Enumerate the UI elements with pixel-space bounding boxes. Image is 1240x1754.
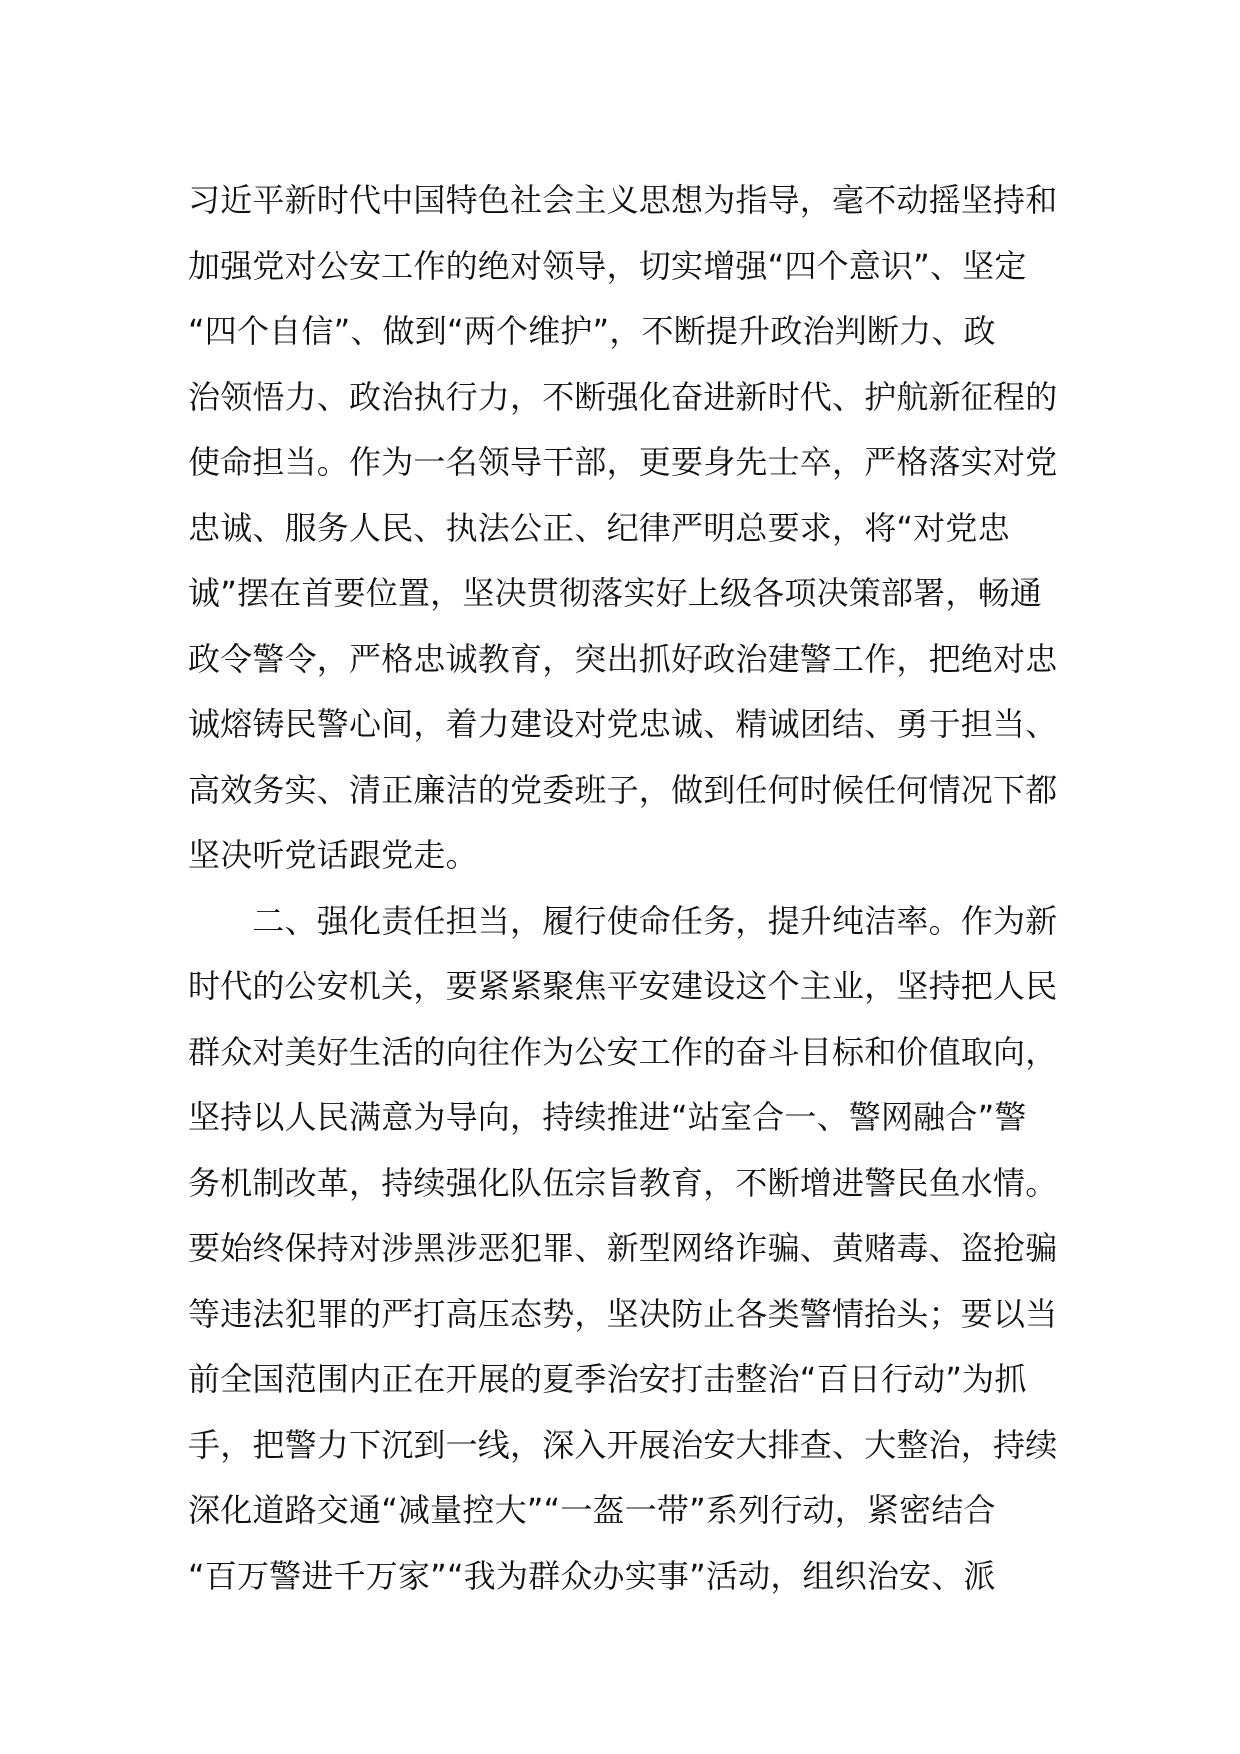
- text-line: 务机制改革，持续强化队伍宗旨教育，不断增进警民鱼水情。: [188, 1163, 1058, 1202]
- text-line: 等违法犯罪的严打高压态势，坚决防止各类警情抬头；要以当: [188, 1294, 1058, 1333]
- text-line: “四个自信”、做到“两个维护”，不断提升政治判断力、政: [188, 312, 996, 350]
- text-line: 要始终保持对涉黑涉恶犯罪、新型网络诈骗、黄赌毒、盗抢骗: [188, 1229, 1058, 1267]
- text-line: 深化道路交通“减量控大”“一盔一带”系列行动，紧密结合: [188, 1491, 996, 1529]
- text-line: “百万警进千万家”“我为群众办实事”活动，组织治安、派: [188, 1556, 996, 1595]
- text-line: 治领悟力、政治执行力，不断强化奋进新时代、护航新征程的: [188, 377, 1058, 416]
- text-line: 诚”摆在首要位置，坚决贯彻落实好上级各项决策部署，畅通: [188, 574, 1042, 612]
- document-body: [188, 168, 1068, 1609]
- text-line: 高效务实、清正廉洁的党委班子，做到任何时候任何情况下都: [188, 770, 1058, 809]
- text-line: 习近平新时代中国特色社会主义思想为指导，毫不动摇坚持和: [188, 181, 1058, 219]
- text-line: 加强党对公安工作的绝对领导，切实增强“四个意识”、坚定: [188, 246, 1027, 285]
- text-line: 手，把警力下沉到一线，深入开展治安大排查、大整治，持续: [188, 1425, 1058, 1464]
- text-line: 坚持以人民满意为导向，持续推进“站室合一、警网融合”警: [188, 1098, 1027, 1136]
- text-line: 群众对美好生活的向往作为公安工作的奋斗目标和价值取向，: [188, 1032, 1058, 1071]
- text-line: 诚熔铸民警心间，着力建设对党忠诚、精诚团结、勇于担当、: [188, 705, 1058, 743]
- text-line: 忠诚、服务人民、执法公正、纪律严明总要求，将“对党忠: [188, 508, 1010, 547]
- text-line: 政令警令，严格忠诚教育，突出抓好政治建警工作，把绝对忠: [188, 639, 1058, 678]
- text-line: 前全国范围内正在开展的夏季治安打击整治“百日行动”为抓: [188, 1360, 1027, 1398]
- text-line: 坚决听党话跟党走。: [188, 836, 478, 874]
- paragraph-start-line: 二、强化责任担当，履行使命任务，提升纯洁率。作为新: [188, 901, 1058, 940]
- text-line: 使命担当。作为一名领导干部，更要身先士卒，严格落实对党: [188, 443, 1058, 481]
- text-line: 时代的公安机关，要紧紧聚焦平安建设这个主业，坚持把人民: [188, 967, 1058, 1005]
